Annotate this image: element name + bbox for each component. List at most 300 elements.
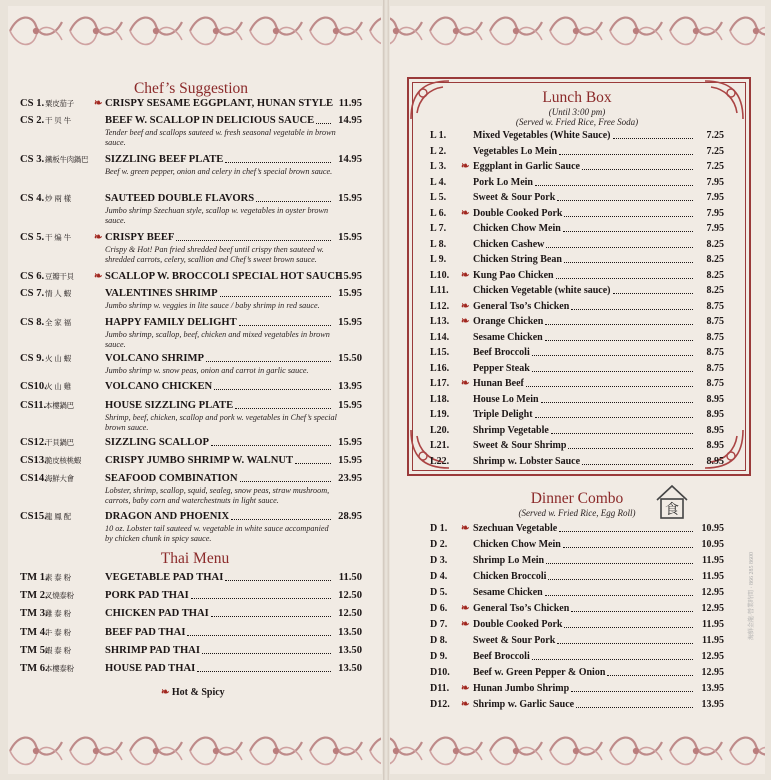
item-name: House Lo Mein xyxy=(473,393,539,405)
chili-pepper-icon: ❧ xyxy=(461,378,470,389)
item-code: D 3. xyxy=(430,555,448,566)
item-price: 8.75 xyxy=(706,316,724,327)
item-name: BEEF PAD THAI xyxy=(105,626,186,638)
item-name: Shrimp w. Lobster Sauce xyxy=(473,455,581,467)
item-code: CS 9. xyxy=(20,353,45,364)
item-chinese-name: 雞 泰 粉 xyxy=(45,609,71,619)
leader-dots xyxy=(231,519,331,520)
item-price: 15.95 xyxy=(338,400,362,411)
leader-dots xyxy=(563,547,693,548)
leader-dots xyxy=(541,402,693,403)
leader-dots xyxy=(197,671,331,672)
menu-item xyxy=(430,570,724,583)
item-name: Pepper Steak xyxy=(473,362,530,374)
leader-dots xyxy=(535,417,693,418)
leader-dots xyxy=(564,627,693,628)
lunch-box-hours: (Until 3:00 pm) xyxy=(548,107,606,117)
item-chinese-name: 素 泰 粉 xyxy=(45,573,71,582)
item-price: 23.95 xyxy=(338,473,362,484)
item-name: Kung Pao Chicken xyxy=(473,269,554,281)
menu-item xyxy=(430,315,724,328)
chili-pepper-icon: ❧ xyxy=(94,98,103,109)
leader-dots xyxy=(563,231,693,232)
item-price: 12.95 xyxy=(701,603,724,614)
item-name: Sesame Chicken xyxy=(473,331,543,343)
item-code: D 6. xyxy=(430,603,448,614)
item-name: General Tso’s Chicken xyxy=(473,300,570,312)
item-chinese-name: 蝦 泰 粉 xyxy=(45,645,71,655)
item-code: D 8. xyxy=(430,635,448,646)
menu-item xyxy=(430,346,724,359)
item-price: 11.95 xyxy=(702,555,724,566)
menu-item xyxy=(430,522,724,535)
item-code: D 7. xyxy=(430,619,448,630)
item-description: Jumbo shrimp w. snow peas, onion and carrot in garlic sauce. xyxy=(105,366,309,375)
item-code: L16. xyxy=(430,362,450,374)
menu-item xyxy=(430,284,724,297)
item-price: 8.75 xyxy=(706,362,724,374)
item-code: CS 8. xyxy=(20,317,45,328)
menu-item xyxy=(430,331,724,344)
chili-pepper-icon: ❧ xyxy=(461,683,470,694)
leader-dots xyxy=(532,355,693,356)
item-name: Double Cooked Pork xyxy=(473,619,563,630)
house-emblem-character: 食 xyxy=(665,502,679,518)
item-code: CS13. xyxy=(20,455,47,466)
item-name: Chicken Cashew xyxy=(473,238,545,250)
item-code: CS 1. xyxy=(20,98,45,109)
leader-dots xyxy=(295,463,331,464)
leader-dots xyxy=(613,138,693,139)
menu-item xyxy=(430,300,724,313)
item-code: L17. xyxy=(430,378,450,389)
item-chinese-name: 海鮮大會 xyxy=(45,474,74,483)
item-code: TM 5. xyxy=(20,644,48,656)
leader-dots xyxy=(571,309,693,310)
chili-pepper-icon: ❧ xyxy=(461,269,470,281)
menu-item xyxy=(430,618,724,631)
chili-pepper-icon: ❧ xyxy=(161,687,170,698)
item-code: CS 5. xyxy=(20,232,45,243)
item-name: SAUTEED DOUBLE FLAVORS xyxy=(105,193,255,204)
leader-dots xyxy=(545,595,693,596)
leader-dots xyxy=(582,464,693,465)
item-code: L 6. xyxy=(430,207,447,219)
leader-dots xyxy=(225,162,331,163)
leader-dots xyxy=(532,371,693,372)
item-name: Vegetables Lo Mein xyxy=(473,145,558,157)
item-name: Shrimp Vegetable xyxy=(473,424,549,436)
item-name: Sweet & Sour Pork xyxy=(473,192,556,203)
item-price: 8.95 xyxy=(706,455,724,467)
item-description: Crispy & Hot! Pan fried shredded beef until crispy then sauteed w. shredded carrots, celery, scallion and Chef’s sweet brown sauce. xyxy=(105,245,324,264)
menu-item xyxy=(430,129,724,142)
item-chinese-name: 叉燒泰粉 xyxy=(45,591,74,601)
item-price: 7.95 xyxy=(706,223,724,234)
item-name: CRISPY SESAME EGGPLANT, HUNAN STYLE xyxy=(105,98,334,109)
item-chinese-name: 干貝鍋巴 xyxy=(45,438,74,447)
menu-item xyxy=(430,362,724,375)
item-chinese-name: 炒 兩 樣 xyxy=(45,194,71,203)
item-price: 13.50 xyxy=(338,644,362,656)
item-name: Shrimp w. Garlic Sauce xyxy=(473,699,575,710)
item-description: Jumbo shrimp Szechuan style, scallop w. vegetables in oyster brown sauce. xyxy=(105,206,329,225)
item-name: HOUSE PAD THAI xyxy=(105,663,196,674)
item-name: Szechuan Vegetable xyxy=(473,523,558,534)
leader-dots xyxy=(564,262,693,263)
item-chinese-name: 粟皮茄子 xyxy=(45,99,74,108)
leader-dots xyxy=(220,296,331,297)
item-name: SIZZLING BEEF PLATE xyxy=(105,154,224,165)
item-name: Sweet & Sour Shrimp xyxy=(473,440,567,451)
dinner-combo-served-with: (Served w. Fried Rice, Egg Roll) xyxy=(518,508,636,518)
item-price: 12.50 xyxy=(338,590,362,602)
menu-item xyxy=(430,253,724,266)
leader-dots xyxy=(187,635,331,636)
item-code: CS 3. xyxy=(20,154,45,165)
menu-fold xyxy=(383,0,389,780)
item-code: D 2. xyxy=(430,539,448,550)
item-price: 13.95 xyxy=(338,381,362,392)
top-ornament-border xyxy=(6,8,765,54)
item-description: Lobster, shrimp, scallop, squid, sealeg, snow peas, straw mushroom, carrots, baby corn and waterchestnuts in light sauce. xyxy=(105,486,330,505)
item-name: DRAGON AND PHOENIX xyxy=(105,511,230,522)
item-chinese-name: 龍 鳳 配 xyxy=(45,512,71,521)
leader-dots xyxy=(211,445,331,446)
item-chinese-name: 全 家 福 xyxy=(45,318,71,327)
item-name: SCALLOP W. BROCCOLI SPECIAL HOT SAUCE xyxy=(105,271,343,282)
item-code: CS15. xyxy=(20,511,47,522)
item-code: D12. xyxy=(430,699,450,710)
menu-item xyxy=(430,586,724,599)
item-code: D 4. xyxy=(430,571,448,582)
item-price: 7.25 xyxy=(706,161,724,172)
item-price: 14.95 xyxy=(338,115,362,126)
item-code: CS 4. xyxy=(20,193,45,204)
menu-item xyxy=(430,602,724,615)
leader-dots xyxy=(571,691,693,692)
item-price: 8.75 xyxy=(706,331,724,343)
chili-pepper-icon: ❧ xyxy=(461,300,470,312)
item-code: L 5. xyxy=(430,192,447,203)
item-price: 11.95 xyxy=(338,98,362,109)
item-name: Chicken Chow Mein xyxy=(473,223,561,234)
item-price: 15.95 xyxy=(338,271,362,282)
item-price: 7.95 xyxy=(706,176,724,188)
leader-dots xyxy=(214,389,331,390)
item-name: Triple Delight xyxy=(473,409,533,420)
item-chinese-name: 鐵板牛肉鍋巴 xyxy=(45,155,89,164)
item-chinese-name: 豆瓣干貝 xyxy=(45,272,74,281)
leader-dots xyxy=(564,216,693,217)
item-code: L21. xyxy=(430,440,450,451)
item-code: CS12. xyxy=(20,437,47,448)
menu-item xyxy=(430,269,724,282)
item-price: 13.50 xyxy=(338,626,362,638)
item-description: Beef w. green pepper, onion and celery in chef’s special brown sauce. xyxy=(105,167,333,176)
item-name: Hunan Jumbo Shrimp xyxy=(473,683,570,694)
item-name: VALENTINES SHRIMP xyxy=(105,288,218,299)
item-name: Beef Broccoli xyxy=(473,651,530,662)
item-code: TM 6. xyxy=(20,663,48,674)
menu-item xyxy=(20,114,362,127)
item-price: 15.95 xyxy=(338,232,362,243)
item-price: 11.95 xyxy=(702,571,724,582)
menu-item xyxy=(430,222,724,235)
menu-item xyxy=(20,571,362,584)
item-description: 10 oz. Lobster tail sauteed w. vegetable in white sauce accompanied by chicken chunk in spicy sauce. xyxy=(105,524,329,543)
leader-dots xyxy=(535,185,693,186)
item-code: L 7. xyxy=(430,223,447,234)
menu-item xyxy=(20,607,362,620)
leader-dots xyxy=(571,611,693,612)
item-name: General Tso’s Chicken xyxy=(473,603,570,614)
item-code: L 3. xyxy=(430,161,447,172)
item-price: 11.95 xyxy=(702,619,724,630)
menu-item xyxy=(430,682,724,695)
corner-flourish-icon xyxy=(409,79,451,121)
house-emblem-icon xyxy=(655,484,689,520)
item-code: CS11. xyxy=(20,400,47,411)
item-code: D10. xyxy=(430,667,450,678)
item-code: L 1. xyxy=(430,130,447,141)
leader-dots xyxy=(526,386,693,387)
menu-item xyxy=(20,662,362,675)
item-code: L 9. xyxy=(430,254,447,265)
chili-pepper-icon: ❧ xyxy=(461,316,470,327)
item-description: Shrimp, beef, chicken, scallop and pork w. vegetables in Chef’s special brown sauce. xyxy=(105,413,337,432)
item-code: L22. xyxy=(430,455,450,467)
lunch-box-title: Lunch Box xyxy=(542,89,612,106)
item-name: Hunan Beef xyxy=(473,378,524,389)
chili-pepper-icon: ❧ xyxy=(94,271,103,282)
item-price: 8.75 xyxy=(706,300,724,312)
menu-item xyxy=(430,408,724,421)
leader-dots xyxy=(545,340,693,341)
leader-dots xyxy=(559,154,693,155)
item-chinese-name: 本樓鍋巴 xyxy=(45,401,74,410)
item-name: Beef w. Green Pepper & Onion xyxy=(473,667,606,678)
item-code: TM 3. xyxy=(20,608,48,620)
bottom-ornament-border xyxy=(6,728,765,774)
menu-item xyxy=(20,231,362,244)
item-code: L18. xyxy=(430,393,450,405)
leader-dots xyxy=(576,707,693,708)
menu-item xyxy=(20,644,362,657)
menu-item xyxy=(430,666,724,679)
item-code: D 1. xyxy=(430,523,448,534)
chili-pepper-icon: ❧ xyxy=(461,523,470,534)
leader-dots xyxy=(211,616,331,617)
item-price: 7.95 xyxy=(706,207,724,219)
menu-item xyxy=(430,538,724,551)
item-code: CS10. xyxy=(20,381,47,392)
item-price: 15.50 xyxy=(338,353,362,364)
item-price: 14.95 xyxy=(338,154,362,165)
menu-item xyxy=(430,160,724,173)
item-price: 8.25 xyxy=(706,254,724,265)
item-code: CS 7. xyxy=(20,288,45,299)
item-code: L19. xyxy=(430,409,450,420)
item-name: Eggplant in Garlic Sauce xyxy=(473,161,580,172)
menu-item xyxy=(20,352,362,365)
item-name: BEEF W. SCALLOP IN DELICIOUS SAUCE xyxy=(105,115,315,126)
menu-item xyxy=(20,399,362,412)
item-price: 8.95 xyxy=(706,393,724,405)
item-code: L11. xyxy=(430,285,449,296)
item-price: 13.50 xyxy=(338,663,362,674)
lunch-box-served-with: (Served w. Fried Rice, Free Soda) xyxy=(515,117,639,127)
dinner-combo-title: Dinner Combo xyxy=(530,490,624,507)
leader-dots xyxy=(551,433,693,434)
leader-dots xyxy=(607,675,693,676)
item-code: D 9. xyxy=(430,651,448,662)
menu-item xyxy=(20,192,362,205)
leader-dots xyxy=(239,325,331,326)
menu-item xyxy=(430,207,724,220)
leader-dots xyxy=(202,653,331,654)
menu-item xyxy=(430,439,724,452)
menu-item xyxy=(20,316,362,329)
menu-item xyxy=(20,153,362,166)
side-note: 海鮮金龍·營業時間 · 866 285 8600 xyxy=(749,552,755,640)
leader-dots xyxy=(582,169,693,170)
item-price: 7.25 xyxy=(706,145,724,157)
item-name: Double Cooked Pork xyxy=(473,207,563,219)
item-name: CRISPY JUMBO SHRIMP W. WALNUT xyxy=(105,455,294,466)
item-price: 15.95 xyxy=(338,437,362,448)
item-code: L15. xyxy=(430,347,450,358)
menu-item xyxy=(20,589,362,602)
item-name: HAPPY FAMILY DELIGHT xyxy=(105,317,237,328)
item-price: 8.75 xyxy=(706,378,724,389)
item-price: 12.95 xyxy=(701,587,724,598)
menu-item xyxy=(20,270,362,283)
item-price: 15.95 xyxy=(338,455,362,466)
item-code: L 4. xyxy=(430,176,447,188)
item-name: Chicken Broccoli xyxy=(473,571,547,582)
item-chinese-name: 火 山 蝦 xyxy=(45,354,71,363)
item-name: VOLCANO SHRIMP xyxy=(105,353,204,364)
leader-dots xyxy=(191,598,331,599)
leader-dots xyxy=(532,659,693,660)
leader-dots xyxy=(176,240,331,241)
item-price: 11.50 xyxy=(338,572,362,583)
menu-item xyxy=(430,455,724,468)
item-code: CS14. xyxy=(20,473,47,484)
leader-dots xyxy=(546,247,693,248)
item-chinese-name: 情 人 蝦 xyxy=(45,289,71,298)
item-code: L 8. xyxy=(430,238,447,250)
item-price: 12.95 xyxy=(701,667,724,678)
item-chinese-name: 干 煸 牛 xyxy=(45,233,71,242)
leader-dots xyxy=(240,481,331,482)
menu-item xyxy=(430,393,724,406)
item-name: Sesame Chicken xyxy=(473,587,543,598)
corner-flourish-icon xyxy=(703,79,745,121)
leader-dots xyxy=(557,200,693,201)
menu-item xyxy=(20,626,362,639)
item-chinese-name: 本樓泰粉 xyxy=(45,664,74,673)
item-name: Chicken Chow Mein xyxy=(473,539,561,550)
item-description: Jumbo shrimp w. veggies in lite sauce / baby shrimp in red sauce. xyxy=(105,301,320,310)
menu-item xyxy=(20,510,362,523)
chili-pepper-icon: ❧ xyxy=(461,207,470,219)
chili-pepper-icon: ❧ xyxy=(461,619,470,630)
item-chinese-name: 牛 泰 粉 xyxy=(45,627,71,637)
item-name: Beef Broccoli xyxy=(473,347,530,358)
leader-dots xyxy=(546,563,693,564)
item-chinese-name: 干 贝 牛 xyxy=(45,116,71,125)
item-name: VOLCANO CHICKEN xyxy=(105,381,213,392)
chili-pepper-icon: ❧ xyxy=(461,161,470,172)
item-code: TM 2. xyxy=(20,590,48,602)
menu-item xyxy=(20,454,362,467)
menu-item xyxy=(430,698,724,711)
item-code: D 5. xyxy=(430,587,448,598)
leader-dots xyxy=(559,531,693,532)
leader-dots xyxy=(256,201,331,202)
chili-pepper-icon: ❧ xyxy=(461,603,470,614)
item-name: Chicken String Bean xyxy=(473,254,562,265)
menu-item xyxy=(20,380,362,393)
item-code: L14. xyxy=(430,331,450,343)
item-price: 13.95 xyxy=(701,683,724,694)
item-price: 8.25 xyxy=(706,285,724,296)
leader-dots xyxy=(235,408,331,409)
thai-menu-title: Thai Menu xyxy=(160,550,230,567)
item-price: 28.95 xyxy=(338,511,362,522)
menu-item xyxy=(430,424,724,437)
item-name: Sweet & Sour Pork xyxy=(473,635,556,646)
item-price: 12.50 xyxy=(338,608,362,620)
item-name: CHICKEN PAD THAI xyxy=(105,608,209,620)
item-code: TM 4. xyxy=(20,626,48,638)
item-name: Orange Chicken xyxy=(473,316,544,327)
item-code: CS 2. xyxy=(20,115,45,126)
item-price: 10.95 xyxy=(701,523,724,534)
item-name: HOUSE SIZZLING PLATE xyxy=(105,400,234,411)
leader-dots xyxy=(613,293,693,294)
item-price: 13.95 xyxy=(701,699,724,710)
menu-item xyxy=(20,472,362,485)
item-name: SIZZLING SCALLOP xyxy=(105,437,209,448)
item-price: 8.25 xyxy=(706,238,724,250)
item-price: 15.95 xyxy=(338,288,362,299)
item-price: 8.95 xyxy=(706,440,724,451)
item-price: 12.95 xyxy=(701,651,724,662)
item-code: TM 1. xyxy=(20,572,48,583)
leader-dots xyxy=(568,448,693,449)
item-price: 15.95 xyxy=(338,317,362,328)
menu-item xyxy=(430,554,724,567)
item-price: 8.95 xyxy=(706,424,724,436)
item-price: 8.75 xyxy=(706,347,724,358)
leader-dots xyxy=(557,643,693,644)
item-chinese-name: 火 山 雞 xyxy=(45,382,71,391)
menu-item xyxy=(20,97,362,110)
leader-dots xyxy=(545,324,693,325)
hot-spicy-legend: ❧ Hot & Spicy xyxy=(161,687,225,698)
chefs-suggestion-title: Chef’s Suggestion xyxy=(133,80,249,97)
menu-item xyxy=(430,145,724,158)
item-code: L10. xyxy=(430,269,450,281)
item-name: CRISPY BEEF xyxy=(105,232,175,243)
leader-dots xyxy=(548,579,693,580)
menu-item xyxy=(20,436,362,449)
item-code: L 2. xyxy=(430,145,447,157)
chili-pepper-icon: ❧ xyxy=(94,232,103,243)
